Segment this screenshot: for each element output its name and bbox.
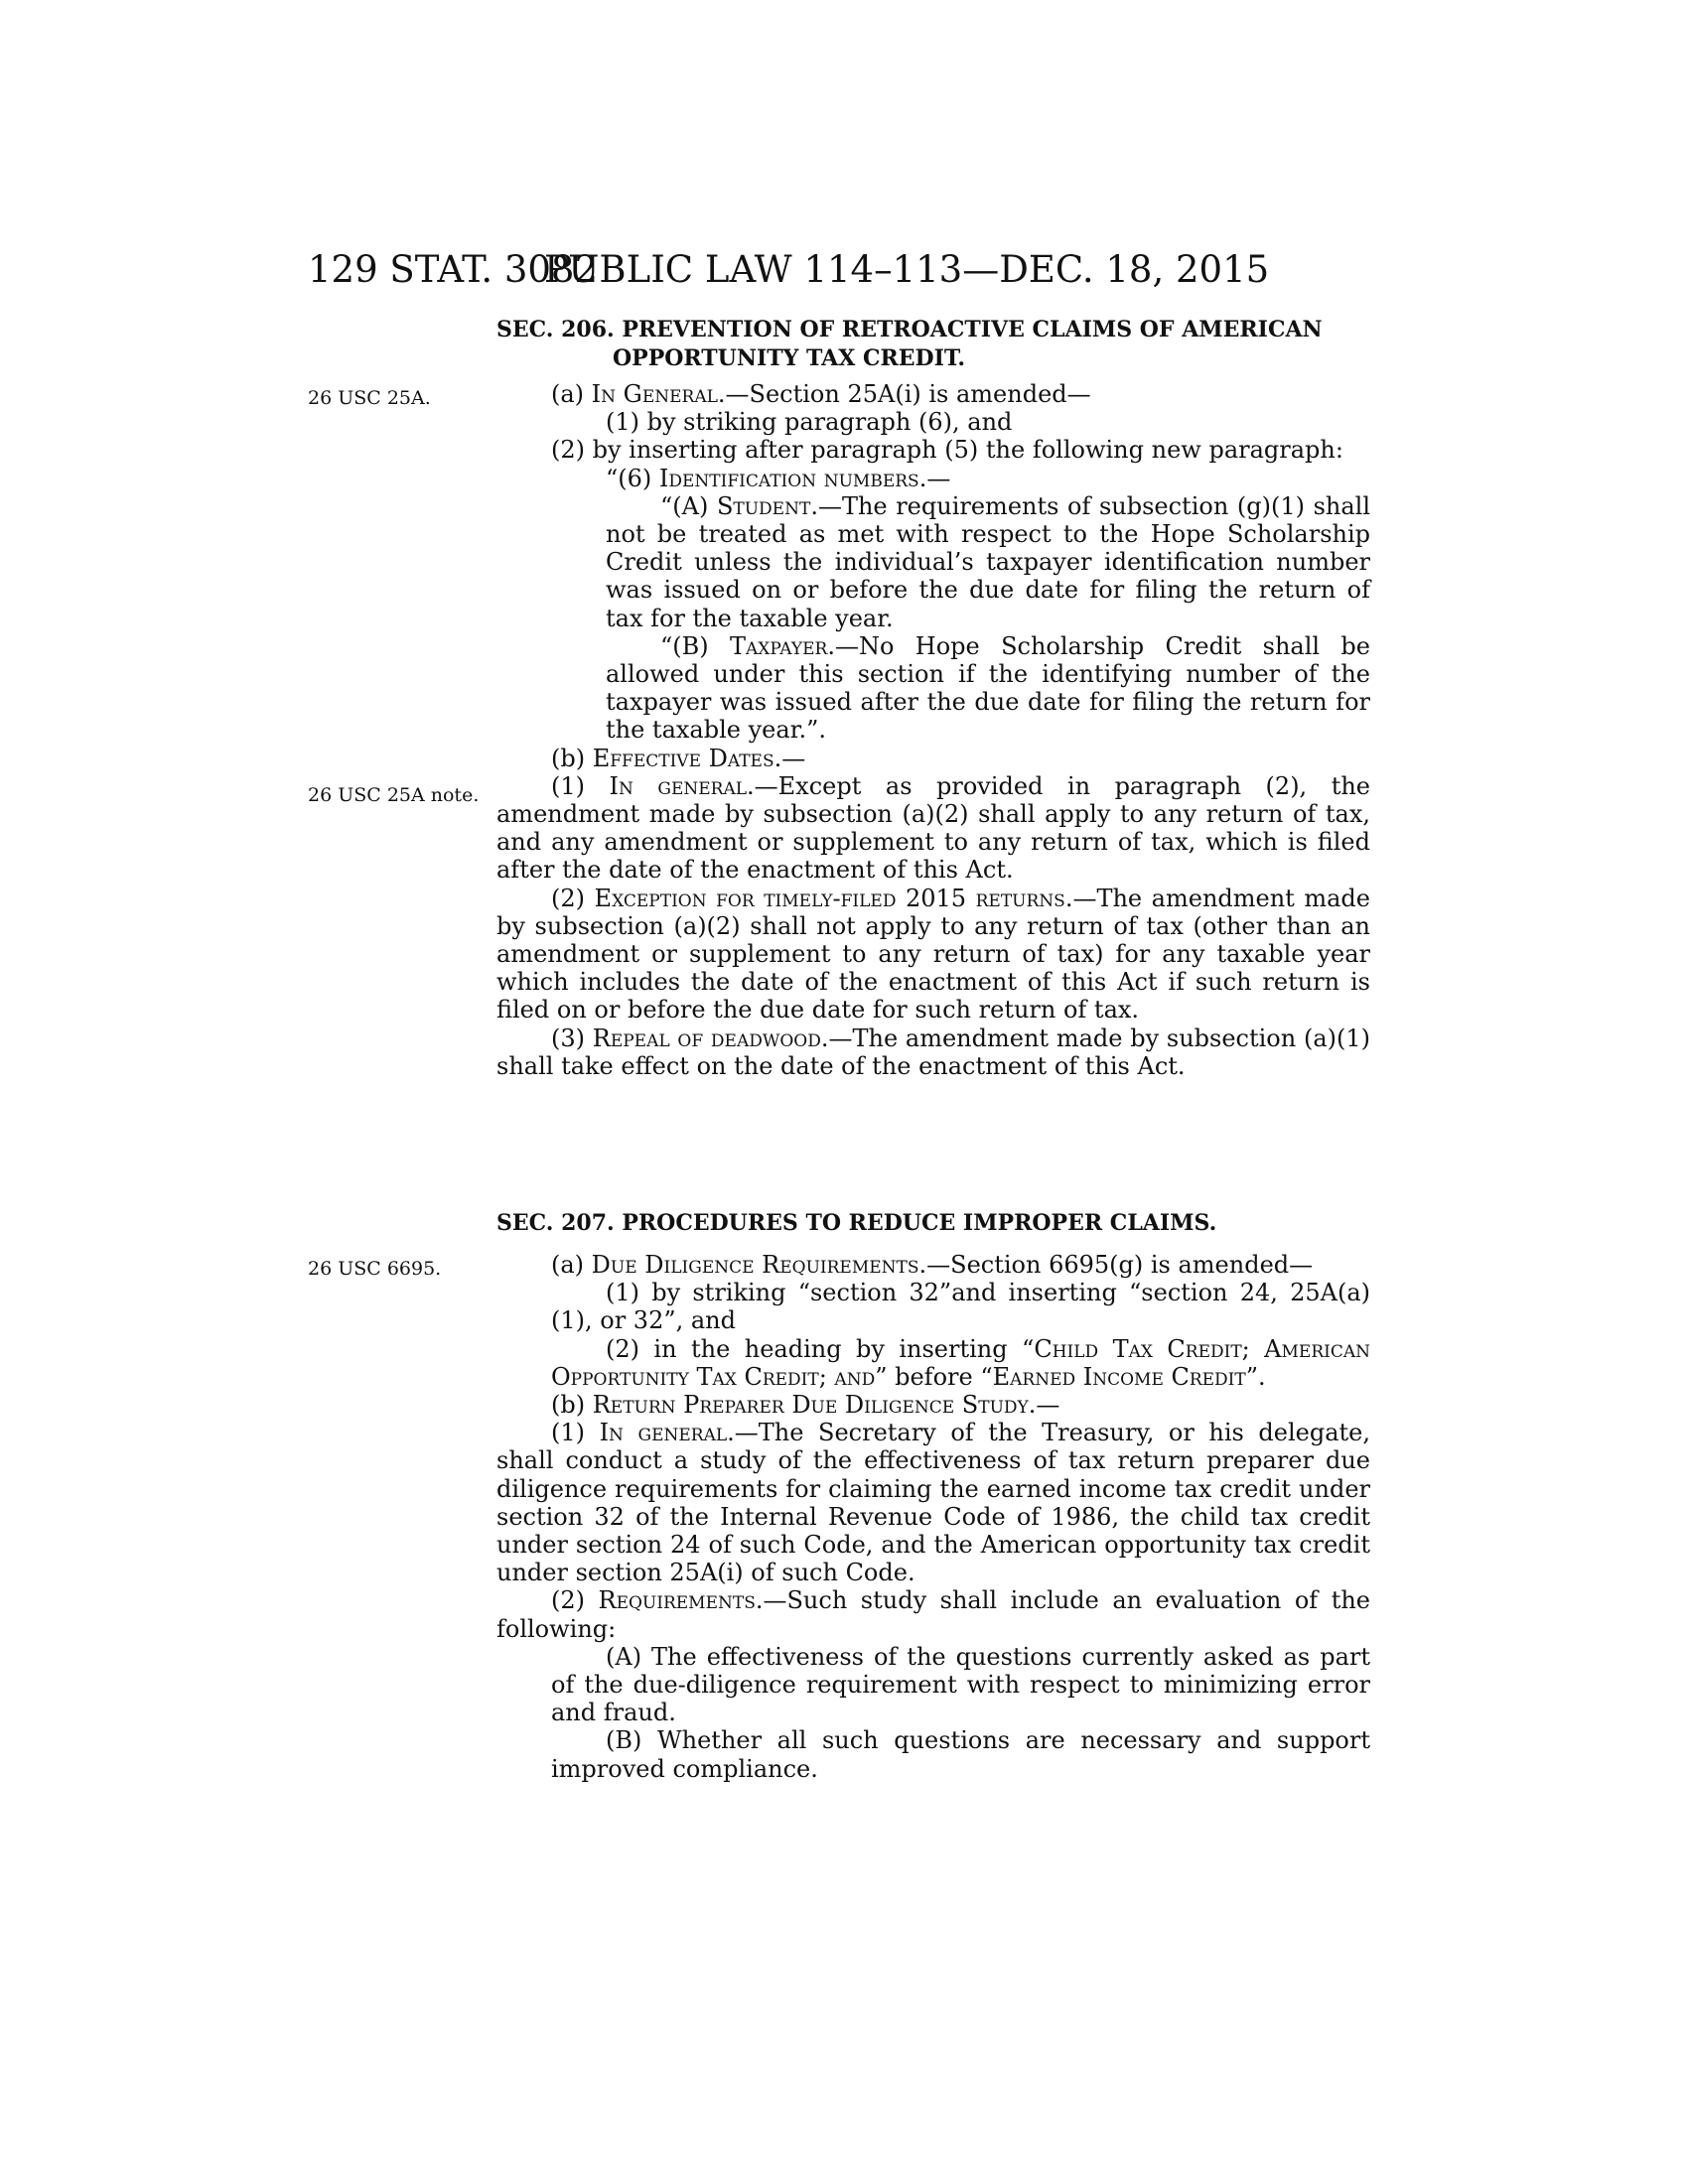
page-header-title: PUBLIC LAW 114–113—DEC. 18, 2015 <box>544 248 1270 291</box>
paragraph-a2: (2) by inserting after paragraph (5) the following new paragraph: <box>551 436 1343 465</box>
subparagraph-a: (A) The effectiveness of the questions currently asked as part of the due-diligence requirement with respect to minimizing error and fraud. <box>551 1642 1370 1727</box>
subsection-a: (a) Due Diligence Requirements.—Section 6695(g) is amended— <box>551 1251 1314 1279</box>
section-heading-line: OPPORTUNITY TAX CREDIT. <box>613 345 966 371</box>
paragraph-b2: (2) Requirements.—Such study shall include an evaluation of the following: <box>496 1586 1370 1643</box>
paragraph-a1: (1) by striking “section 32”and inserting “section 24, 25A(a)(1), or 32”, and <box>551 1279 1370 1335</box>
section-207-body <box>496 1251 1370 1783</box>
paragraph-b1: (1) In general.—Except as provided in paragraph (2), the amendment made by subsection (a)(2) shall apply to any return of tax, and any amendment or supplement to any return of tax, which is filed after the date of the enactment of this Act. <box>496 771 1371 885</box>
subsection-b: (b) Effective Dates.— <box>551 744 806 772</box>
page-reference: 129 STAT. 3082 <box>308 248 599 291</box>
margin-note: 26 USC 6695. <box>308 1258 442 1280</box>
section-heading-line: SEC. 206. PREVENTION OF RETROACTIVE CLAIMS OF AMERICAN <box>496 317 1323 342</box>
paragraph-a2: (2) in the heading by inserting “Child Tax Credit; American Opportunity Tax Credit; and” before “Earned Income Credit”. <box>551 1334 1371 1391</box>
paragraph-b3: (3) Repeal of deadwood.—The amendment made by subsection (a)(1) shall take effect on the date of the enactment of this Act. <box>496 1024 1371 1080</box>
paragraph-b1: (1) In general.—The Secretary of the Treasury, or his delegate, shall conduct a study of the effectiveness of tax return preparer due diligence requirements for claiming the earned income tax credit under section 32 of the Internal Revenue Code of 1986, the child tax credit under section 24 of such Code, and the American opportunity tax credit under section 25A(i) of such Code. <box>496 1419 1371 1587</box>
subsection-a: (a) In General.—Section 25A(i) is amended— <box>551 380 1091 408</box>
margin-note: 26 USC 25A note. <box>308 784 480 806</box>
subparagraph-b: “(B) Taxpayer.—No Hope Scholarship Credit shall be allowed under this section if the identifying number of the taxpayer was issued after the due date for filing the return for the taxable year.”. <box>606 631 1370 745</box>
margin-note: 26 USC 25A. <box>308 387 431 409</box>
subsection-b: (b) Return Preparer Due Diligence Study.— <box>551 1391 1060 1420</box>
section-206-heading <box>496 316 1370 373</box>
section-206-body <box>496 380 1370 1080</box>
paragraph-6: “(6) Identification numbers.— <box>606 464 951 492</box>
paragraph-b2: (2) Exception for timely-filed 2015 returns.—The amendment made by subsection (a)(2) shall not apply to any return of tax (other than an amendment or supplement to any return of tax) for any taxable year which includes the date of the enactment of this Act if such return is filed on or before the due date for such return of tax. <box>496 884 1370 1024</box>
paragraph-a1: (1) by striking paragraph (6), and <box>606 408 1013 437</box>
subparagraph-a: “(A) Student.—The requirements of subsection (g)(1) shall not be treated as met with respect to the Hope Scholarship Credit unless the individual’s taxpayer identification number was issued on or before the due date for filing the return of tax for the taxable year. <box>606 491 1370 632</box>
subparagraph-b: (B) Whether all such questions are necessary and support improved compliance. <box>551 1726 1370 1783</box>
section-207-heading: SEC. 207. PROCEDURES TO REDUCE IMPROPER CLAIMS. <box>496 1210 1217 1236</box>
